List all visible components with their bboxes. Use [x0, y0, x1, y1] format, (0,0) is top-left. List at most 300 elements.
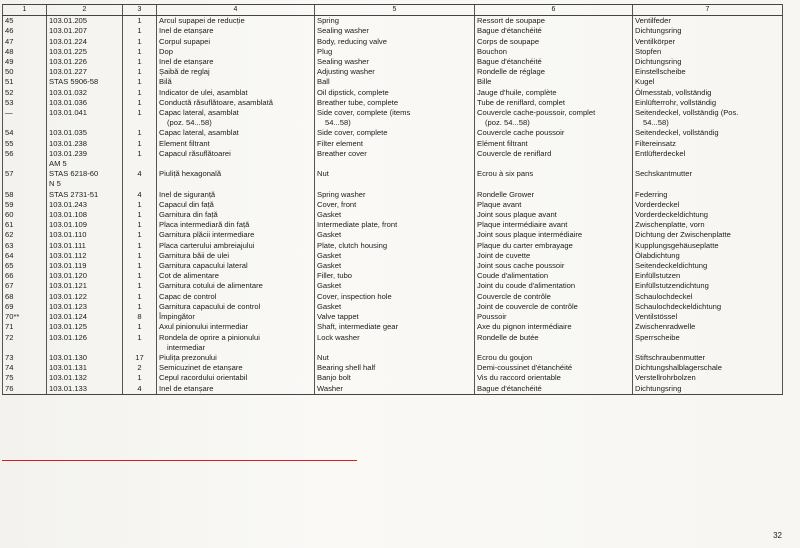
- part-code-cell: 103.01.126: [47, 333, 123, 343]
- page-number: 32: [773, 531, 782, 540]
- description-en-cell: Body, reducing valve: [315, 37, 475, 47]
- description-ro-cell: Garnitura capacului de control: [157, 302, 315, 312]
- description-ro-cell: Inel de siguranță: [157, 190, 315, 200]
- table-row: [3, 343, 783, 353]
- item-number-cell: 76: [3, 384, 47, 395]
- quantity-cell: 1: [123, 322, 157, 332]
- part-code-cell: 103.01.225: [47, 47, 123, 57]
- part-code-cell: 103.01.109: [47, 220, 123, 230]
- part-code-cell: 103.01.238: [47, 139, 123, 149]
- item-number-cell: 68: [3, 292, 47, 302]
- description-de-cell: Dichtungsring: [633, 26, 783, 36]
- quantity-cell: 1: [123, 271, 157, 281]
- description-en-cell: Gasket: [315, 230, 475, 240]
- column-header: 1: [3, 5, 47, 16]
- description-fr-cell: Elément filtrant: [475, 139, 633, 149]
- description-ro-cell: [157, 179, 315, 189]
- description-en-cell: Shaft, intermediate gear: [315, 322, 475, 332]
- description-fr-cell: Bague d'étanchéité: [475, 57, 633, 67]
- item-number-cell: [3, 159, 47, 169]
- column-header: 3: [123, 5, 157, 16]
- quantity-cell: 1: [123, 47, 157, 57]
- description-en-cell: Sealing washer: [315, 26, 475, 36]
- quantity-cell: 1: [123, 292, 157, 302]
- table-row: [3, 230, 783, 240]
- description-en-cell: [315, 159, 475, 169]
- quantity-cell: 1: [123, 251, 157, 261]
- description-ro-cell: Garnitura capacului lateral: [157, 261, 315, 271]
- description-de-cell: Ölabdichtung: [633, 251, 783, 261]
- description-de-cell: Kugel: [633, 77, 783, 87]
- description-fr-cell: Rondelle de réglage: [475, 67, 633, 77]
- part-code-cell: 103.01.112: [47, 251, 123, 261]
- quantity-cell: 1: [123, 210, 157, 220]
- part-code-cell: STAS 2731-51: [47, 190, 123, 200]
- table-row: [3, 169, 783, 179]
- column-header: 4: [157, 5, 315, 16]
- description-de-cell: Einfüllstutzendichtung: [633, 281, 783, 291]
- description-fr-cell: Jauge d'huile, complète: [475, 88, 633, 98]
- description-ro-cell: Indicator de ulei, asamblat: [157, 88, 315, 98]
- description-fr-cell: [475, 343, 633, 353]
- item-number-cell: [3, 343, 47, 353]
- description-ro-cell: Cepul racordului orientabil: [157, 373, 315, 383]
- quantity-cell: [123, 159, 157, 169]
- quantity-cell: 1: [123, 37, 157, 47]
- description-de-cell: Schaulochdeckel: [633, 292, 783, 302]
- item-number-cell: 45: [3, 16, 47, 27]
- part-code-cell: 103.01.122: [47, 292, 123, 302]
- quantity-cell: 1: [123, 302, 157, 312]
- table-row: [3, 47, 783, 57]
- part-code-cell: 103.01.119: [47, 261, 123, 271]
- column-header: 2: [47, 5, 123, 16]
- item-number-cell: 67: [3, 281, 47, 291]
- description-fr-cell: Joint sous plaque intermédiaire: [475, 230, 633, 240]
- part-code-cell: 103.01.111: [47, 241, 123, 251]
- description-ro-cell: Capacul din față: [157, 200, 315, 210]
- table-row: [3, 333, 783, 343]
- item-number-cell: 51: [3, 77, 47, 87]
- description-de-cell: Dichtungsring: [633, 57, 783, 67]
- item-number-cell: 75: [3, 373, 47, 383]
- table-row: [3, 67, 783, 77]
- description-de-cell: Einlüfterrohr, vollständig: [633, 98, 783, 108]
- column-header: 6: [475, 5, 633, 16]
- description-en-cell: Valve tappet: [315, 312, 475, 322]
- table-row: [3, 302, 783, 312]
- description-en-cell: Cover, inspection hole: [315, 292, 475, 302]
- description-fr-cell: Ecrou à six pans: [475, 169, 633, 179]
- description-ro-cell: Garnitura plăcii intermediare: [157, 230, 315, 240]
- description-ro-cell: Rondela de oprire a pinionului: [157, 333, 315, 343]
- description-fr-cell: Bague d'étanchéité: [475, 384, 633, 395]
- part-code-cell: AM 5: [47, 159, 123, 169]
- part-code-cell: 103.01.243: [47, 200, 123, 210]
- description-fr-cell: Joint de cuvette: [475, 251, 633, 261]
- description-en-cell: Gasket: [315, 261, 475, 271]
- item-number-cell: 61: [3, 220, 47, 230]
- description-de-cell: Dichtung der Zwischenplatte: [633, 230, 783, 240]
- description-ro-cell: (poz. 54...58): [157, 118, 315, 128]
- description-de-cell: Ventilfeder: [633, 16, 783, 27]
- part-code-cell: 103.01.041: [47, 108, 123, 118]
- description-en-cell: Intermediate plate, front: [315, 220, 475, 230]
- description-en-cell: Gasket: [315, 302, 475, 312]
- description-ro-cell: Împingător: [157, 312, 315, 322]
- part-code-cell: 103.01.121: [47, 281, 123, 291]
- description-ro-cell: Inel de etanșare: [157, 57, 315, 67]
- description-de-cell: Schaulochdeckeldichtung: [633, 302, 783, 312]
- description-fr-cell: Bouchon: [475, 47, 633, 57]
- description-ro-cell: [157, 159, 315, 169]
- table-row: [3, 281, 783, 291]
- description-en-cell: [315, 179, 475, 189]
- description-en-cell: Banjo bolt: [315, 373, 475, 383]
- table-row: [3, 159, 783, 169]
- part-code-cell: 103.01.239: [47, 149, 123, 159]
- quantity-cell: 1: [123, 373, 157, 383]
- description-en-cell: Breather tube, complete: [315, 98, 475, 108]
- quantity-cell: 1: [123, 128, 157, 138]
- item-number-cell: 71: [3, 322, 47, 332]
- table-row: [3, 322, 783, 332]
- part-code-cell: 103.01.120: [47, 271, 123, 281]
- description-en-cell: Ball: [315, 77, 475, 87]
- description-en-cell: Lock washer: [315, 333, 475, 343]
- description-fr-cell: Vis du raccord orientable: [475, 373, 633, 383]
- part-code-cell: 103.01.227: [47, 67, 123, 77]
- part-code-cell: [47, 118, 123, 128]
- description-de-cell: Verstellrohrbolzen: [633, 373, 783, 383]
- quantity-cell: 2: [123, 363, 157, 373]
- item-number-cell: [3, 118, 47, 128]
- description-en-cell: Washer: [315, 384, 475, 395]
- description-de-cell: Entlüfterdeckel: [633, 149, 783, 159]
- description-de-cell: Einstellscheibe: [633, 67, 783, 77]
- item-number-cell: 47: [3, 37, 47, 47]
- description-de-cell: [633, 343, 783, 353]
- part-code-cell: 103.01.132: [47, 373, 123, 383]
- part-code-cell: 103.01.110: [47, 230, 123, 240]
- table-row: [3, 210, 783, 220]
- table-row: [3, 353, 783, 363]
- quantity-cell: [123, 179, 157, 189]
- quantity-cell: [123, 343, 157, 353]
- part-code-cell: 103.01.224: [47, 37, 123, 47]
- description-ro-cell: Conductă răsuflătoare, asamblată: [157, 98, 315, 108]
- description-en-cell: Gasket: [315, 281, 475, 291]
- description-fr-cell: Rondelle Grower: [475, 190, 633, 200]
- description-de-cell: Sechskantmutter: [633, 169, 783, 179]
- part-code-cell: 103.01.125: [47, 322, 123, 332]
- item-number-cell: 58: [3, 190, 47, 200]
- description-ro-cell: Axul pinionului intermediar: [157, 322, 315, 332]
- item-number-cell: 73: [3, 353, 47, 363]
- description-en-cell: Oil dipstick, complete: [315, 88, 475, 98]
- item-number-cell: 63: [3, 241, 47, 251]
- description-ro-cell: Inel de etanșare: [157, 384, 315, 395]
- quantity-cell: 1: [123, 261, 157, 271]
- description-en-cell: Filter element: [315, 139, 475, 149]
- description-ro-cell: Placa intermediară din față: [157, 220, 315, 230]
- part-code-cell: 103.01.123: [47, 302, 123, 312]
- description-ro-cell: Bilă: [157, 77, 315, 87]
- description-en-cell: Filler, tubo: [315, 271, 475, 281]
- quantity-cell: 1: [123, 26, 157, 36]
- description-ro-cell: Element filtrant: [157, 139, 315, 149]
- description-de-cell: 54...58): [633, 118, 783, 128]
- description-fr-cell: Plaque intermédiaire avant: [475, 220, 633, 230]
- item-number-cell: [3, 179, 47, 189]
- item-number-cell: 59: [3, 200, 47, 210]
- item-number-cell: 70**: [3, 312, 47, 322]
- description-de-cell: Ventilstössel: [633, 312, 783, 322]
- part-code-cell: 103.01.207: [47, 26, 123, 36]
- description-ro-cell: Semicuzinet de etanșare: [157, 363, 315, 373]
- quantity-cell: 1: [123, 220, 157, 230]
- table-row: [3, 37, 783, 47]
- quantity-cell: 17: [123, 353, 157, 363]
- description-ro-cell: Capac lateral, asamblat: [157, 128, 315, 138]
- description-ro-cell: Capacul răsuflătoarei: [157, 149, 315, 159]
- quantity-cell: 1: [123, 139, 157, 149]
- description-fr-cell: Bille: [475, 77, 633, 87]
- quantity-cell: [123, 118, 157, 128]
- quantity-cell: 1: [123, 108, 157, 118]
- description-en-cell: Cover, front: [315, 200, 475, 210]
- part-code-cell: 103.01.130: [47, 353, 123, 363]
- description-fr-cell: Joint sous plaque avant: [475, 210, 633, 220]
- table-row: [3, 292, 783, 302]
- column-header: 7: [633, 5, 783, 16]
- description-fr-cell: Tube de reniflard, complet: [475, 98, 633, 108]
- description-en-cell: Plate, clutch housing: [315, 241, 475, 251]
- quantity-cell: 4: [123, 190, 157, 200]
- description-en-cell: Sealing washer: [315, 57, 475, 67]
- quantity-cell: 1: [123, 98, 157, 108]
- description-de-cell: Kupplungsgehäuseplatte: [633, 241, 783, 251]
- description-en-cell: Gasket: [315, 210, 475, 220]
- table-row: [3, 98, 783, 108]
- quantity-cell: 1: [123, 200, 157, 210]
- description-en-cell: Adjusting washer: [315, 67, 475, 77]
- description-de-cell: Vorderdeckel: [633, 200, 783, 210]
- table-row: [3, 57, 783, 67]
- description-de-cell: Stiftschraubenmutter: [633, 353, 783, 363]
- description-fr-cell: Corps de soupape: [475, 37, 633, 47]
- description-de-cell: Filtereinsatz: [633, 139, 783, 149]
- description-fr-cell: Ressort de soupape: [475, 16, 633, 27]
- description-en-cell: Bearing shell half: [315, 363, 475, 373]
- table-row: [3, 271, 783, 281]
- table-row: [3, 26, 783, 36]
- item-number-cell: 65: [3, 261, 47, 271]
- description-fr-cell: Rondelle de butée: [475, 333, 633, 343]
- description-fr-cell: Coude d'alimentation: [475, 271, 633, 281]
- quantity-cell: 1: [123, 88, 157, 98]
- description-de-cell: Federring: [633, 190, 783, 200]
- table-row: [3, 179, 783, 189]
- part-code-cell: 103.01.133: [47, 384, 123, 395]
- description-ro-cell: Inel de etanșare: [157, 26, 315, 36]
- description-ro-cell: Șaibă de reglaj: [157, 67, 315, 77]
- description-fr-cell: Couvercle cache poussoir: [475, 128, 633, 138]
- item-number-cell: 56: [3, 149, 47, 159]
- part-code-cell: STAS 5906-58: [47, 77, 123, 87]
- description-fr-cell: Couvercle cache-poussoir, complet: [475, 108, 633, 118]
- quantity-cell: 1: [123, 333, 157, 343]
- description-de-cell: Zwischenplatte, vorn: [633, 220, 783, 230]
- quantity-cell: 1: [123, 281, 157, 291]
- table-row: [3, 241, 783, 251]
- description-fr-cell: (poz. 54...58): [475, 118, 633, 128]
- quantity-cell: 1: [123, 149, 157, 159]
- item-number-cell: 74: [3, 363, 47, 373]
- column-header-row: [3, 5, 783, 16]
- description-de-cell: Seitendeckeldichtung: [633, 261, 783, 271]
- quantity-cell: 1: [123, 230, 157, 240]
- description-en-cell: Spring washer: [315, 190, 475, 200]
- table-row: [3, 312, 783, 322]
- quantity-cell: 8: [123, 312, 157, 322]
- description-ro-cell: Capac lateral, asamblat: [157, 108, 315, 118]
- description-ro-cell: Garnitura băii de ulei: [157, 251, 315, 261]
- description-ro-cell: intermediar: [157, 343, 315, 353]
- table-row: [3, 88, 783, 98]
- part-code-cell: 103.01.205: [47, 16, 123, 27]
- description-de-cell: [633, 159, 783, 169]
- item-number-cell: 48: [3, 47, 47, 57]
- table-row: [3, 384, 783, 395]
- part-code-cell: 103.01.124: [47, 312, 123, 322]
- description-en-cell: Spring: [315, 16, 475, 27]
- description-ro-cell: Capac de control: [157, 292, 315, 302]
- description-fr-cell: [475, 179, 633, 189]
- description-ro-cell: Corpul supapei: [157, 37, 315, 47]
- item-number-cell: 53: [3, 98, 47, 108]
- quantity-cell: 1: [123, 67, 157, 77]
- description-en-cell: Breather cover: [315, 149, 475, 159]
- item-number-cell: 72: [3, 333, 47, 343]
- description-fr-cell: Plaque du carter embrayage: [475, 241, 633, 251]
- item-number-cell: 62: [3, 230, 47, 240]
- description-ro-cell: Piulița prezonului: [157, 353, 315, 363]
- description-fr-cell: Demi-coussinet d'étanchéité: [475, 363, 633, 373]
- parts-table: [2, 4, 783, 395]
- description-ro-cell: Cot de alimentare: [157, 271, 315, 281]
- item-number-cell: 57: [3, 169, 47, 179]
- part-code-cell: 103.01.226: [47, 57, 123, 67]
- description-ro-cell: Arcul supapei de reducție: [157, 16, 315, 27]
- column-header: 5: [315, 5, 475, 16]
- description-fr-cell: Poussoir: [475, 312, 633, 322]
- description-en-cell: Side cover, complete (items: [315, 108, 475, 118]
- table-row: [3, 139, 783, 149]
- description-ro-cell: Garnitura cotului de alimentare: [157, 281, 315, 291]
- quantity-cell: 1: [123, 57, 157, 67]
- item-number-cell: 52: [3, 88, 47, 98]
- item-number-cell: 66: [3, 271, 47, 281]
- quantity-cell: 1: [123, 241, 157, 251]
- part-code-cell: N 5: [47, 179, 123, 189]
- part-code-cell: 103.01.108: [47, 210, 123, 220]
- description-en-cell: Plug: [315, 47, 475, 57]
- description-de-cell: [633, 179, 783, 189]
- table-row: [3, 251, 783, 261]
- table-row: [3, 77, 783, 87]
- description-de-cell: Dichtungsring: [633, 384, 783, 395]
- item-number-cell: 49: [3, 57, 47, 67]
- part-code-cell: 103.01.131: [47, 363, 123, 373]
- description-de-cell: Einfüllstutzen: [633, 271, 783, 281]
- parts-table-body: [3, 16, 783, 395]
- table-row: [3, 373, 783, 383]
- description-en-cell: Nut: [315, 169, 475, 179]
- item-number-cell: 60: [3, 210, 47, 220]
- description-fr-cell: Couvercle de reniflard: [475, 149, 633, 159]
- description-de-cell: Ventilkörper: [633, 37, 783, 47]
- description-fr-cell: Joint du coude d'alimentation: [475, 281, 633, 291]
- part-code-cell: [47, 343, 123, 353]
- red-underline-mark: [2, 460, 357, 461]
- description-de-cell: Dichtungshalblagerschale: [633, 363, 783, 373]
- table-row: [3, 220, 783, 230]
- item-number-cell: 54: [3, 128, 47, 138]
- description-en-cell: Nut: [315, 353, 475, 363]
- description-ro-cell: Dop: [157, 47, 315, 57]
- description-fr-cell: [475, 159, 633, 169]
- item-number-cell: 50: [3, 67, 47, 77]
- quantity-cell: 1: [123, 16, 157, 27]
- description-fr-cell: Couvercle de contrôle: [475, 292, 633, 302]
- description-de-cell: Zwischenradwelle: [633, 322, 783, 332]
- table-row: [3, 363, 783, 373]
- part-code-cell: STAS 6218-60: [47, 169, 123, 179]
- item-number-cell: —: [3, 108, 47, 118]
- table-row: [3, 118, 783, 128]
- description-fr-cell: Plaque avant: [475, 200, 633, 210]
- description-fr-cell: Ecrou du goujon: [475, 353, 633, 363]
- description-ro-cell: Placa carterului ambreiajului: [157, 241, 315, 251]
- description-en-cell: Gasket: [315, 251, 475, 261]
- description-en-cell: Side cover, complete: [315, 128, 475, 138]
- description-en-cell: 54...58): [315, 118, 475, 128]
- description-fr-cell: Axe du pignon intermédiaire: [475, 322, 633, 332]
- table-row: [3, 190, 783, 200]
- description-en-cell: [315, 343, 475, 353]
- description-ro-cell: Garnitura din față: [157, 210, 315, 220]
- item-number-cell: 64: [3, 251, 47, 261]
- part-code-cell: 103.01.035: [47, 128, 123, 138]
- item-number-cell: 55: [3, 139, 47, 149]
- quantity-cell: 4: [123, 169, 157, 179]
- item-number-cell: 46: [3, 26, 47, 36]
- description-de-cell: Ölmesstab, vollständig: [633, 88, 783, 98]
- part-code-cell: 103.01.036: [47, 98, 123, 108]
- quantity-cell: 1: [123, 77, 157, 87]
- table-row: [3, 128, 783, 138]
- description-fr-cell: Joint sous cache poussoir: [475, 261, 633, 271]
- table-row: [3, 200, 783, 210]
- description-fr-cell: Bague d'étanchéité: [475, 26, 633, 36]
- description-fr-cell: Joint de couvercle de contrôle: [475, 302, 633, 312]
- table-row: [3, 108, 783, 118]
- description-de-cell: Sperrscheibe: [633, 333, 783, 343]
- table-row: [3, 261, 783, 271]
- description-de-cell: Seitendeckel, vollständig: [633, 128, 783, 138]
- description-ro-cell: Piuliță hexagonală: [157, 169, 315, 179]
